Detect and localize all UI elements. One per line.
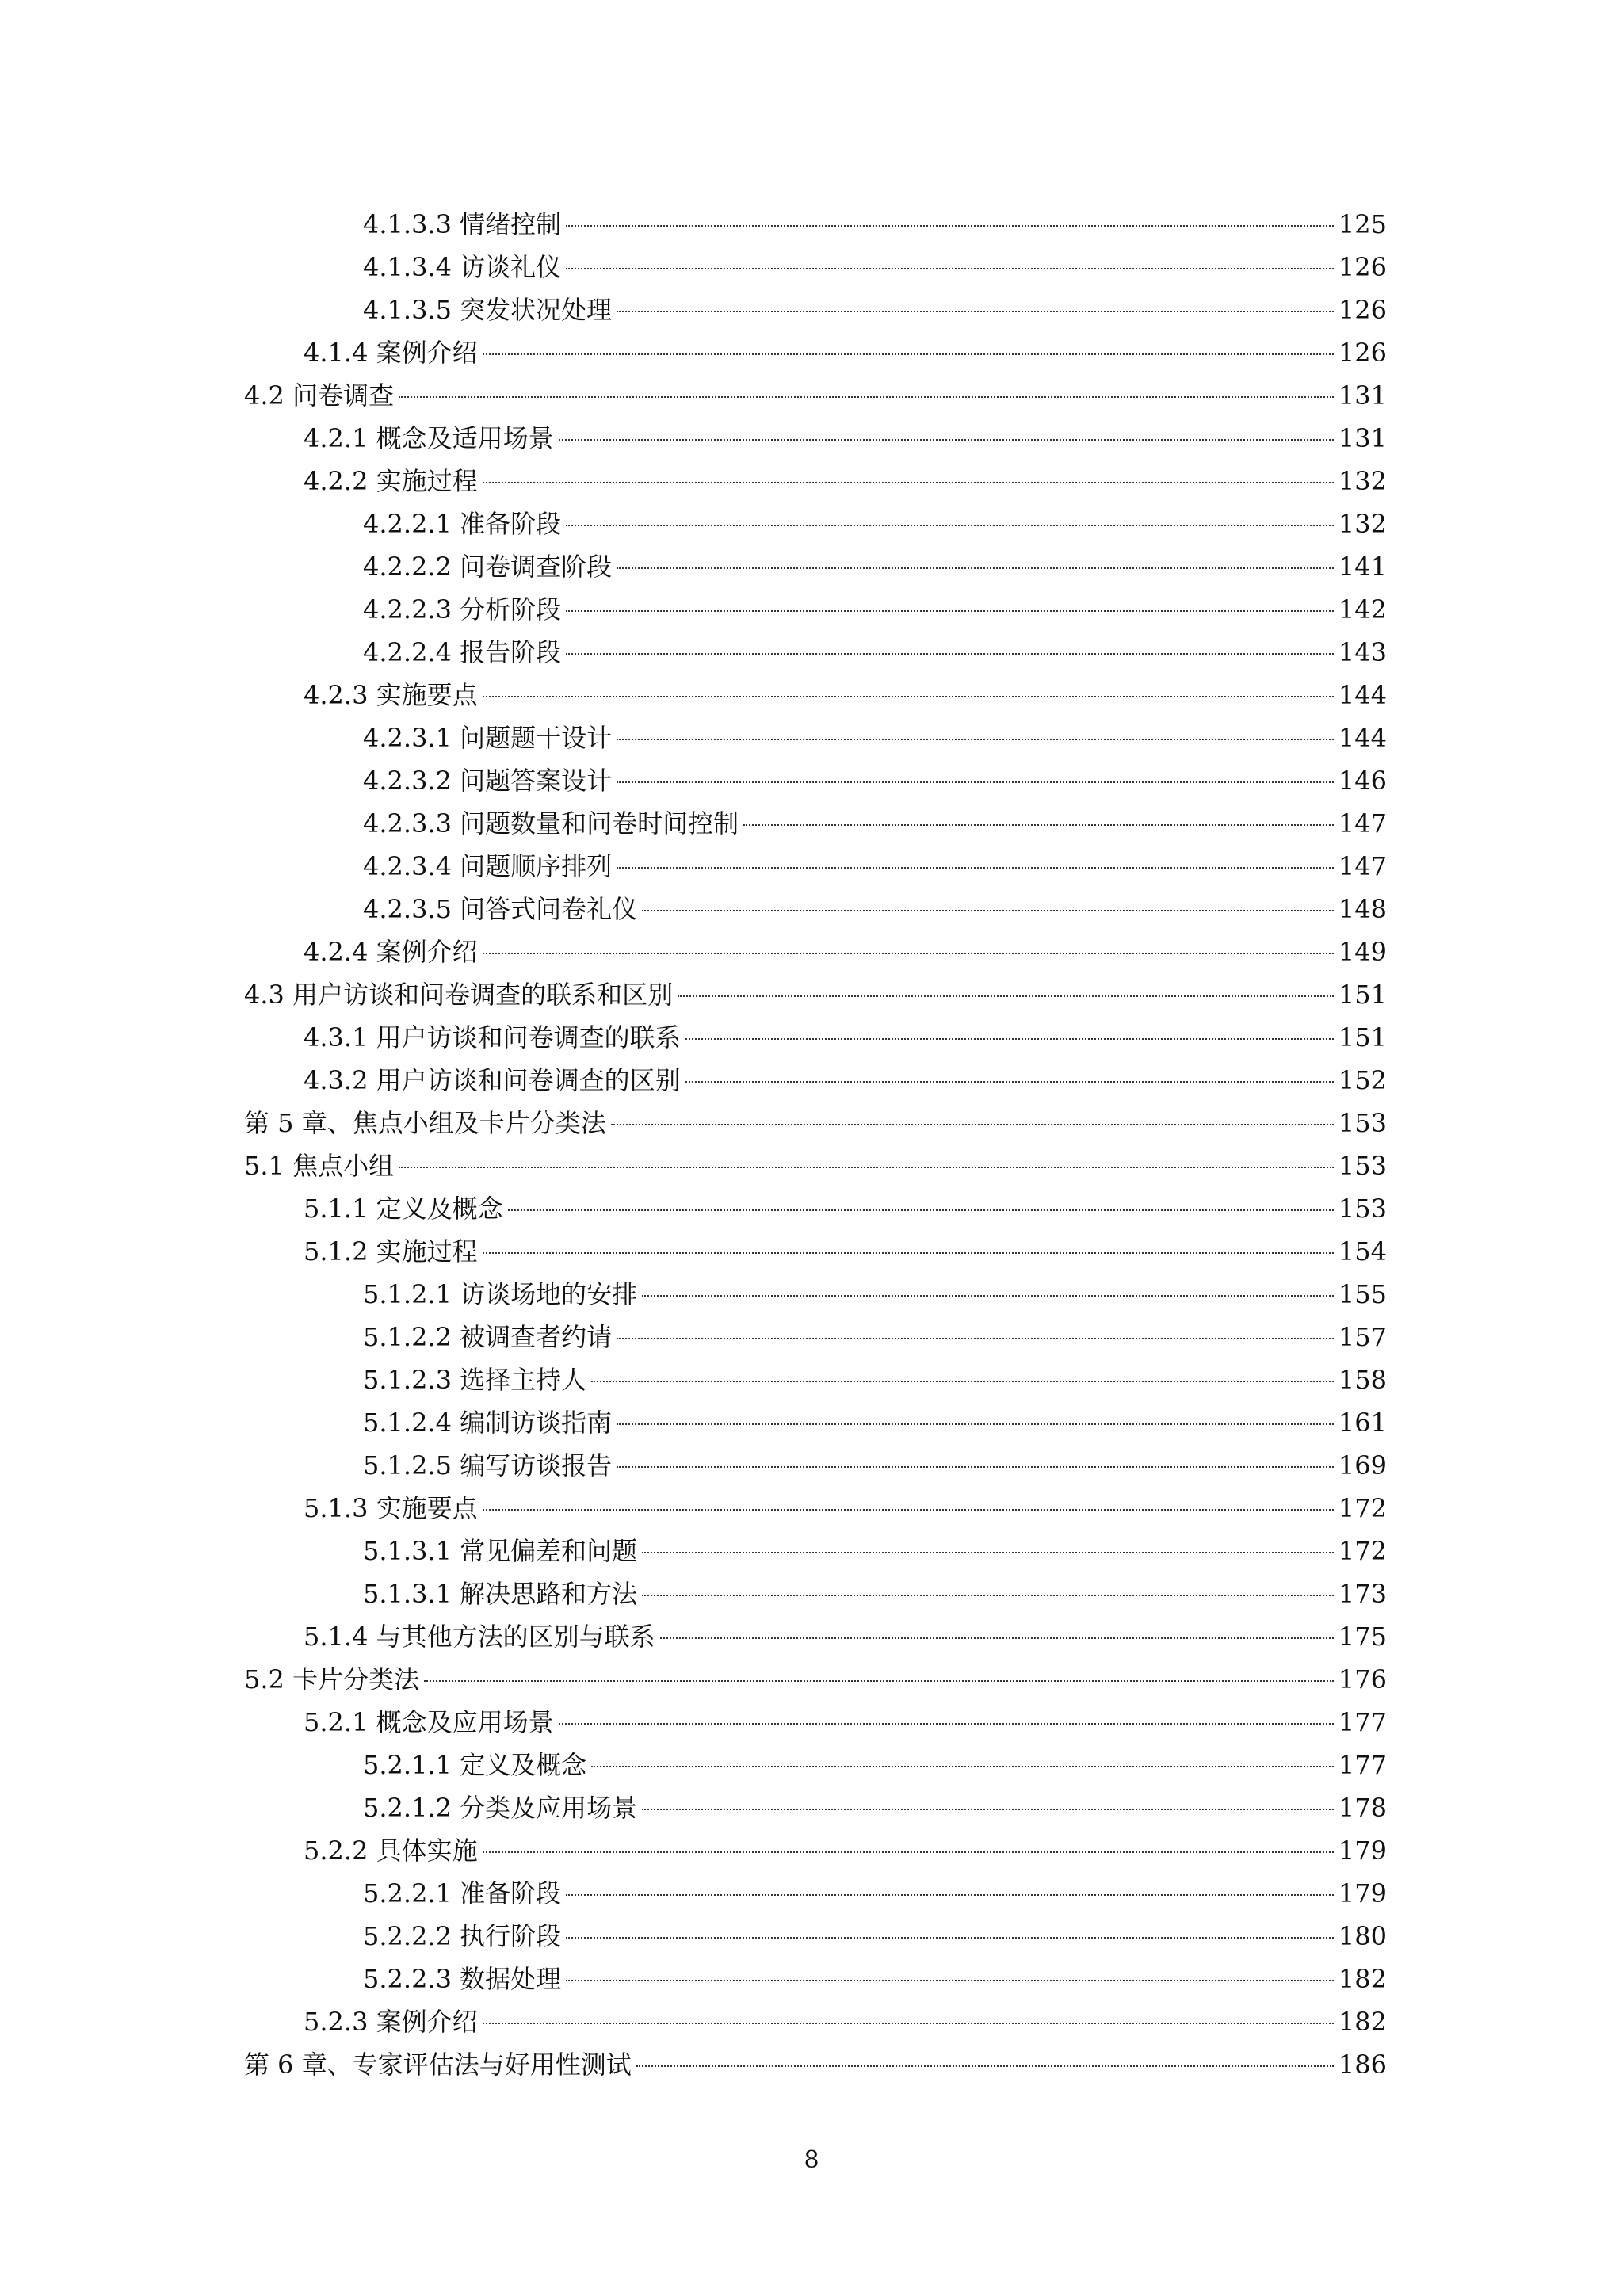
toc-dot-leader xyxy=(636,2065,1334,2067)
toc-entry[interactable] xyxy=(244,1144,1387,1187)
toc-entry-title: 5.1.4 与其他方法的区别与联系 xyxy=(304,1622,655,1652)
toc-dot-leader xyxy=(566,653,1334,655)
toc-entry-page-number: 144 xyxy=(1338,723,1387,753)
toc-entry[interactable] xyxy=(244,631,1387,674)
toc-entry-title: 4.2.3.2 问题答案设计 xyxy=(363,766,613,796)
toc-entry[interactable] xyxy=(244,1444,1387,1487)
toc-entry-title: 第 5 章、焦点小组及卡片分类法 xyxy=(244,1108,606,1138)
toc-entry-page-number: 172 xyxy=(1338,1493,1387,1523)
toc-entry[interactable] xyxy=(244,888,1387,930)
toc-entry-title: 5.1.2.3 选择主持人 xyxy=(363,1365,587,1395)
toc-dot-leader xyxy=(566,1937,1334,1939)
toc-entry[interactable] xyxy=(244,1401,1387,1444)
toc-dot-leader xyxy=(566,225,1334,227)
toc-entry-page-number: 141 xyxy=(1338,552,1387,582)
toc-entry-page-number: 161 xyxy=(1338,1408,1387,1438)
toc-entry[interactable] xyxy=(244,1530,1387,1572)
toc-entry[interactable] xyxy=(244,1701,1387,1744)
toc-entry[interactable] xyxy=(244,1615,1387,1658)
toc-entry[interactable] xyxy=(244,502,1387,545)
table-of-contents xyxy=(244,203,1387,2086)
toc-entry-page-number: 175 xyxy=(1338,1622,1387,1652)
toc-dot-leader xyxy=(685,1038,1334,1040)
toc-entry[interactable] xyxy=(244,1059,1387,1102)
toc-entry-title: 4.2 问卷调查 xyxy=(244,380,395,411)
toc-entry-page-number: 154 xyxy=(1338,1236,1387,1266)
toc-entry-page-number: 149 xyxy=(1338,937,1387,967)
toc-dot-leader xyxy=(483,696,1334,697)
toc-entry-page-number: 132 xyxy=(1338,466,1387,496)
toc-dot-leader xyxy=(399,1167,1334,1168)
toc-entry-page-number: 155 xyxy=(1338,1279,1387,1309)
page-number: 8 xyxy=(804,2146,819,2174)
toc-entry-title: 5.1.2 实施过程 xyxy=(304,1236,478,1266)
toc-entry-page-number: 172 xyxy=(1338,1536,1387,1566)
toc-dot-leader xyxy=(678,995,1334,997)
toc-entry-title: 4.2.2.1 准备阶段 xyxy=(363,509,562,539)
toc-dot-leader xyxy=(566,525,1334,526)
toc-dot-leader xyxy=(483,353,1334,355)
toc-entry-title: 4.1.3.3 情绪控制 xyxy=(363,209,562,239)
toc-entry-page-number: 152 xyxy=(1338,1065,1387,1095)
toc-entry[interactable] xyxy=(244,930,1387,973)
toc-entry-page-number: 179 xyxy=(1338,1836,1387,1866)
toc-dot-leader xyxy=(559,1723,1334,1725)
toc-dot-leader xyxy=(617,1423,1334,1425)
toc-entry[interactable] xyxy=(244,203,1387,246)
toc-entry-page-number: 177 xyxy=(1338,1707,1387,1737)
toc-entry-title: 4.2.2.3 分析阶段 xyxy=(363,594,562,625)
toc-entry-page-number: 125 xyxy=(1338,209,1387,239)
toc-entry-title: 4.2.2.2 问卷调查阶段 xyxy=(363,552,613,582)
toc-entry-title: 5.2.2 具体实施 xyxy=(304,1836,478,1866)
toc-entry[interactable] xyxy=(244,1872,1387,1915)
toc-entry-page-number: 153 xyxy=(1338,1194,1387,1224)
toc-entry-title: 4.1.4 案例介绍 xyxy=(304,338,478,368)
toc-entry[interactable] xyxy=(244,246,1387,288)
toc-entry[interactable] xyxy=(244,1102,1387,1144)
toc-entry[interactable] xyxy=(244,1358,1387,1401)
toc-dot-leader xyxy=(591,1381,1334,1382)
toc-entry[interactable] xyxy=(244,1316,1387,1358)
toc-entry-title: 第 6 章、专家评估法与好用性测试 xyxy=(244,2050,632,2080)
toc-entry[interactable] xyxy=(244,845,1387,888)
toc-entry[interactable] xyxy=(244,417,1387,460)
toc-dot-leader xyxy=(642,1295,1334,1297)
toc-entry[interactable] xyxy=(244,1829,1387,1872)
toc-entry[interactable] xyxy=(244,1958,1387,2000)
toc-entry-page-number: 157 xyxy=(1338,1322,1387,1352)
toc-dot-leader xyxy=(566,1894,1334,1896)
toc-dot-leader xyxy=(642,910,1334,911)
toc-entry-title: 5.1.2.5 编写访谈报告 xyxy=(363,1450,613,1480)
toc-entry-title: 4.3 用户访谈和问卷调查的联系和区别 xyxy=(244,980,674,1010)
toc-entry-title: 5.1.2.2 被调查者约请 xyxy=(363,1322,613,1352)
toc-dot-leader xyxy=(617,1466,1334,1468)
toc-entry-title: 4.1.3.4 访谈礼仪 xyxy=(363,252,562,282)
toc-dot-leader xyxy=(660,1637,1334,1639)
toc-entry-page-number: 179 xyxy=(1338,1878,1387,1908)
toc-entry[interactable] xyxy=(244,288,1387,331)
toc-entry-title: 5.2.2.2 执行阶段 xyxy=(363,1921,562,1951)
toc-entry-title: 5.2.1.1 定义及概念 xyxy=(363,1750,587,1780)
toc-entry-page-number: 126 xyxy=(1338,252,1387,282)
toc-entry-page-number: 132 xyxy=(1338,509,1387,539)
toc-entry-page-number: 186 xyxy=(1338,2050,1387,2080)
toc-entry-title: 5.1.1 定义及概念 xyxy=(304,1194,503,1224)
toc-entry-page-number: 180 xyxy=(1338,1921,1387,1951)
toc-entry[interactable] xyxy=(244,588,1387,631)
toc-entry-title: 5.2.1 概念及应用场景 xyxy=(304,1707,554,1737)
toc-entry-title: 5.1.2.4 编制访谈指南 xyxy=(363,1408,613,1438)
toc-entry-title: 5.1.2.1 访谈场地的安排 xyxy=(363,1279,638,1309)
toc-dot-leader xyxy=(617,867,1334,869)
toc-entry-page-number: 147 xyxy=(1338,808,1387,839)
toc-entry-title: 4.3.2 用户访谈和问卷调查的区别 xyxy=(304,1065,681,1095)
toc-dot-leader xyxy=(559,439,1334,441)
toc-entry-page-number: 151 xyxy=(1338,1022,1387,1052)
toc-entry[interactable] xyxy=(244,545,1387,588)
toc-entry[interactable] xyxy=(244,1658,1387,1701)
toc-entry-page-number: 153 xyxy=(1338,1151,1387,1181)
toc-dot-leader xyxy=(617,739,1334,740)
toc-dot-leader xyxy=(743,824,1334,826)
toc-entry[interactable] xyxy=(244,460,1387,502)
toc-dot-leader xyxy=(508,1209,1334,1211)
toc-entry-title: 5.2.3 案例介绍 xyxy=(304,2007,478,2037)
toc-entry-title: 4.2.3.1 问题题干设计 xyxy=(363,723,613,753)
toc-entry[interactable] xyxy=(244,1744,1387,1786)
toc-dot-leader xyxy=(483,482,1334,483)
toc-dot-leader xyxy=(566,1980,1334,1981)
toc-dot-leader xyxy=(483,1509,1334,1511)
toc-entry-title: 5.2.2.3 数据处理 xyxy=(363,1964,562,1994)
toc-entry[interactable] xyxy=(244,331,1387,374)
toc-entry-page-number: 147 xyxy=(1338,851,1387,881)
toc-entry-title: 4.2.4 案例介绍 xyxy=(304,937,478,967)
toc-dot-leader xyxy=(642,1809,1334,1810)
toc-entry-title: 4.2.3.5 问答式问卷礼仪 xyxy=(363,894,638,924)
toc-entry-title: 4.2.2 实施过程 xyxy=(304,466,478,496)
toc-entry-page-number: 144 xyxy=(1338,680,1387,710)
toc-entry[interactable] xyxy=(244,2043,1387,2086)
toc-entry[interactable] xyxy=(244,1016,1387,1059)
toc-entry-title: 5.1 焦点小组 xyxy=(244,1151,395,1181)
toc-entry-page-number: 126 xyxy=(1338,338,1387,368)
toc-dot-leader xyxy=(483,2023,1334,2024)
toc-entry-title: 5.2.2.1 准备阶段 xyxy=(363,1878,562,1908)
toc-dot-leader xyxy=(566,610,1334,612)
toc-entry-title: 4.2.2.4 报告阶段 xyxy=(363,637,562,667)
toc-entry-page-number: 142 xyxy=(1338,594,1387,625)
toc-entry-title: 5.1.3.1 解决思路和方法 xyxy=(363,1579,638,1609)
toc-entry-page-number: 182 xyxy=(1338,1964,1387,1994)
toc-entry-page-number: 131 xyxy=(1338,380,1387,411)
toc-entry-title: 4.2.3.4 问题顺序排列 xyxy=(363,851,613,881)
toc-entry-page-number: 182 xyxy=(1338,2007,1387,2037)
toc-dot-leader xyxy=(642,1552,1334,1553)
toc-entry-page-number: 131 xyxy=(1338,423,1387,453)
toc-dot-leader xyxy=(617,781,1334,783)
toc-entry-page-number: 158 xyxy=(1338,1365,1387,1395)
toc-entry-title: 4.2.3 实施要点 xyxy=(304,680,478,710)
toc-entry[interactable] xyxy=(244,1487,1387,1530)
toc-entry-title: 5.2.1.2 分类及应用场景 xyxy=(363,1793,638,1823)
toc-entry[interactable] xyxy=(244,759,1387,802)
toc-entry-page-number: 143 xyxy=(1338,637,1387,667)
toc-dot-leader xyxy=(617,311,1334,312)
toc-entry[interactable] xyxy=(244,1273,1387,1316)
toc-entry-title: 4.1.3.5 突发状况处理 xyxy=(363,295,613,325)
toc-dot-leader xyxy=(566,268,1334,269)
toc-entry[interactable] xyxy=(244,1786,1387,1829)
toc-dot-leader xyxy=(617,567,1334,569)
toc-dot-leader xyxy=(483,953,1334,954)
toc-entry-page-number: 153 xyxy=(1338,1108,1387,1138)
toc-entry[interactable] xyxy=(244,716,1387,759)
toc-dot-leader xyxy=(617,1338,1334,1339)
toc-entry[interactable] xyxy=(244,973,1387,1016)
toc-entry-title: 5.2 卡片分类法 xyxy=(244,1664,420,1694)
toc-dot-leader xyxy=(591,1766,1334,1767)
toc-entry[interactable] xyxy=(244,1572,1387,1615)
toc-dot-leader xyxy=(483,1252,1334,1254)
toc-entry[interactable] xyxy=(244,1230,1387,1273)
toc-entry-page-number: 173 xyxy=(1338,1579,1387,1609)
toc-entry[interactable] xyxy=(244,674,1387,716)
toc-entry-title: 4.2.1 概念及适用场景 xyxy=(304,423,554,453)
toc-entry[interactable] xyxy=(244,802,1387,845)
toc-entry-page-number: 151 xyxy=(1338,980,1387,1010)
toc-entry-page-number: 169 xyxy=(1338,1450,1387,1480)
toc-dot-leader xyxy=(483,1851,1334,1853)
toc-entry[interactable] xyxy=(244,1187,1387,1230)
toc-dot-leader xyxy=(399,396,1334,398)
toc-entry-page-number: 177 xyxy=(1338,1750,1387,1780)
toc-entry-title: 4.2.3.3 问题数量和问卷时间控制 xyxy=(363,808,739,839)
toc-dot-leader xyxy=(611,1124,1334,1125)
toc-entry-page-number: 178 xyxy=(1338,1793,1387,1823)
toc-entry[interactable] xyxy=(244,374,1387,417)
toc-entry-title: 4.3.1 用户访谈和问卷调查的联系 xyxy=(304,1022,681,1052)
toc-entry[interactable] xyxy=(244,2000,1387,2043)
toc-entry-page-number: 146 xyxy=(1338,766,1387,796)
toc-entry-page-number: 176 xyxy=(1338,1664,1387,1694)
toc-entry-page-number: 148 xyxy=(1338,894,1387,924)
toc-dot-leader xyxy=(685,1081,1334,1083)
toc-entry[interactable] xyxy=(244,1915,1387,1958)
toc-entry-title: 5.1.3.1 常见偏差和问题 xyxy=(363,1536,638,1566)
toc-dot-leader xyxy=(642,1595,1334,1596)
toc-entry-title: 5.1.3 实施要点 xyxy=(304,1493,478,1523)
toc-dot-leader xyxy=(424,1680,1334,1682)
toc-entry-page-number: 126 xyxy=(1338,295,1387,325)
